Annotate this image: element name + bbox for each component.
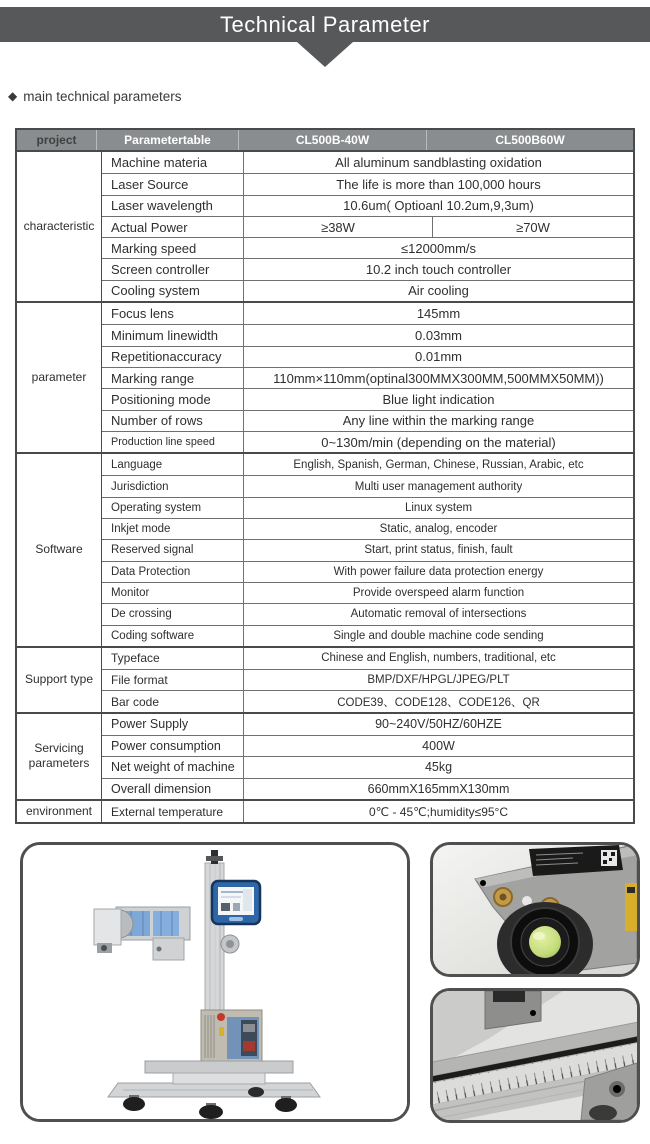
- param-label: Minimum linewidth: [102, 325, 244, 345]
- param-value: Multi user management authority: [354, 480, 523, 493]
- param-values: [244, 583, 633, 603]
- param-value: 0~130m/min (depending on the material): [321, 434, 556, 450]
- param-label: Bar code: [102, 691, 244, 711]
- param-values: [244, 325, 633, 345]
- param-values: [244, 519, 633, 539]
- group-label: Servicing parameters: [17, 714, 102, 799]
- page: [0, 7, 650, 1123]
- param-label: Operating system: [102, 498, 244, 518]
- param-values: [244, 432, 633, 452]
- param-value: Start, print status, finish, fault: [364, 544, 513, 557]
- table-row: [102, 778, 633, 799]
- param-values: [244, 281, 633, 301]
- group-label: parameter: [17, 303, 102, 452]
- param-values: [244, 691, 633, 711]
- param-values: [244, 801, 633, 822]
- table-row: [102, 367, 633, 388]
- param-values: [244, 562, 633, 582]
- param-value: 45kg: [424, 760, 453, 775]
- table-row: [102, 237, 633, 258]
- table-row: [102, 497, 633, 518]
- table-row: [102, 690, 633, 711]
- table-section-characteristic: [17, 152, 633, 301]
- group-rows: [102, 454, 633, 646]
- laser-head-lens-photo: [433, 845, 637, 974]
- param-value: 400W: [422, 739, 455, 754]
- param-values: [244, 174, 633, 194]
- param-label: Coding software: [102, 626, 244, 646]
- param-values: [244, 626, 633, 646]
- param-value: Air cooling: [408, 283, 469, 299]
- table-row: [102, 410, 633, 431]
- table-row: [102, 324, 633, 345]
- tech-table-body: [17, 152, 633, 822]
- param-values: [244, 259, 633, 279]
- param-values: [244, 476, 633, 496]
- param-label: Monitor: [102, 583, 244, 603]
- param-values: [244, 368, 633, 388]
- control-box: [201, 1010, 262, 1063]
- param-label: Laser wavelength: [102, 196, 244, 216]
- param-label: Laser Source: [102, 174, 244, 194]
- table-row: [102, 801, 633, 822]
- diamond-bullet-icon: ◆: [8, 89, 18, 103]
- param-label: External temperature: [102, 801, 244, 822]
- group-rows: [102, 303, 633, 452]
- table-row: [102, 475, 633, 496]
- param-values: [244, 498, 633, 518]
- param-label: Marking speed: [102, 238, 244, 258]
- param-values: [244, 779, 633, 799]
- product-photos: [20, 842, 650, 1123]
- table-section-environment: [17, 799, 633, 822]
- table-row: [102, 388, 633, 409]
- param-label: Positioning mode: [102, 389, 244, 409]
- tech-parameter-table: [15, 128, 635, 824]
- table-row: [102, 603, 633, 624]
- param-label: Language: [102, 454, 244, 475]
- banner-arrow-down-icon: [297, 42, 353, 67]
- param-values: [244, 604, 633, 624]
- param-value: 145mm: [416, 306, 461, 322]
- param-value: Automatic removal of intersections: [350, 608, 527, 621]
- param-label: Jurisdiction: [102, 476, 244, 496]
- param-values: [244, 454, 633, 475]
- param-label: Production line speed: [102, 432, 244, 452]
- table-row: [102, 669, 633, 690]
- title-banner: [0, 7, 650, 42]
- param-label: Typeface: [102, 648, 244, 669]
- header-cell-model-40w: CL500B-40W: [239, 130, 427, 150]
- touchscreen: [212, 881, 260, 924]
- param-values: [244, 757, 633, 777]
- param-value: BMP/DXF/HPGL/JPEG/PLT: [367, 674, 510, 687]
- table-section-parameter: [17, 301, 633, 452]
- page-title: Technical Parameter: [219, 11, 431, 37]
- group-label: characteristic: [17, 152, 102, 301]
- param-value: ≥38W: [244, 217, 433, 237]
- param-values: [244, 238, 633, 258]
- photo-column-right: [430, 842, 640, 1123]
- param-label: Power Supply: [102, 714, 244, 735]
- param-value: Blue light indication: [382, 391, 495, 407]
- param-label: Inkjet mode: [102, 519, 244, 539]
- group-rows: [102, 648, 633, 712]
- param-value: 90~240V/50HZ/60HZE: [375, 717, 502, 732]
- section-label-text: main technical parameters: [23, 88, 182, 104]
- group-rows: [102, 714, 633, 799]
- param-value: Chinese and English, numbers, traditional, etc: [321, 652, 556, 665]
- group-label: environment: [17, 801, 102, 822]
- param-label: Focus lens: [102, 303, 244, 324]
- param-value: Provide overspeed alarm function: [352, 587, 525, 600]
- table-row: [102, 714, 633, 735]
- param-values: [244, 714, 633, 735]
- table-row: [102, 173, 633, 194]
- param-values: [244, 196, 633, 216]
- table-row: [102, 539, 633, 560]
- param-values: [244, 736, 633, 756]
- param-value: All aluminum sandblasting oxidation: [335, 155, 542, 171]
- param-values: [244, 303, 633, 324]
- table-row: [102, 648, 633, 669]
- table-row: [102, 518, 633, 539]
- param-value: ≤12000mm/s: [400, 240, 477, 256]
- photo-card-rail: [430, 988, 640, 1123]
- table-section-software: [17, 452, 633, 646]
- param-value: 0℃ - 45℃;humidity≤95°C: [368, 804, 509, 819]
- photo-card-laser-head: [430, 842, 640, 977]
- section-label: [8, 88, 650, 104]
- table-row: [102, 280, 633, 301]
- header-cell-parametertable: Parametertable: [97, 130, 239, 150]
- param-value: With power failure data protection energy: [333, 565, 544, 578]
- param-value: 660mmX165mmX130mm: [367, 781, 510, 796]
- table-row: [102, 216, 633, 237]
- table-row: [102, 454, 633, 475]
- table-row: [102, 561, 633, 582]
- param-values: [244, 217, 633, 237]
- group-rows: [102, 801, 633, 822]
- table-row: [102, 195, 633, 216]
- photo-card-machine: [20, 842, 410, 1122]
- param-values: [244, 389, 633, 409]
- table-row: [102, 625, 633, 646]
- param-value: Static, analog, encoder: [379, 523, 498, 536]
- param-values: [244, 347, 633, 367]
- group-label: Software: [17, 454, 102, 646]
- param-label: De crossing: [102, 604, 244, 624]
- param-value: 10.6um( Optioanl 10.2um,9,3um): [343, 198, 534, 214]
- table-row: [102, 303, 633, 324]
- param-value: CODE39、CODE128、CODE126、QR: [337, 696, 540, 709]
- param-values: [244, 648, 633, 669]
- param-label: Screen controller: [102, 259, 244, 279]
- table-row: [102, 431, 633, 452]
- param-value: The life is more than 100,000 hours: [336, 176, 541, 192]
- param-value: 10.2 inch touch controller: [365, 262, 512, 278]
- table-row: [102, 346, 633, 367]
- param-value: 0.03mm: [415, 328, 462, 344]
- header-cell-project: project: [17, 130, 97, 150]
- param-label: Number of rows: [102, 411, 244, 431]
- table-row: [102, 756, 633, 777]
- param-label: Actual Power: [102, 217, 244, 237]
- group-rows: [102, 152, 633, 301]
- laser-marking-machine-photo: [23, 845, 407, 1119]
- table-row: [102, 152, 633, 173]
- param-values: [244, 152, 633, 173]
- table-header-row: [17, 130, 633, 152]
- table-section-servicing-parameters: [17, 712, 633, 799]
- param-values: [244, 411, 633, 431]
- param-value: Linux system: [404, 501, 473, 514]
- param-value: 110mm×110mm(optinal300MMX300MM,500MMX50MM)): [273, 370, 604, 386]
- param-label: Repetitionaccuracy: [102, 347, 244, 367]
- param-label: Net weight of machine: [102, 757, 244, 777]
- param-label: Marking range: [102, 368, 244, 388]
- brass-connector: [494, 888, 512, 906]
- linear-rail-scale-photo: [433, 991, 637, 1120]
- param-value: English, Spanish, German, Chinese, Russian, Arabic, etc: [293, 458, 584, 471]
- group-label: Support type: [17, 648, 102, 712]
- table-row: [102, 582, 633, 603]
- param-value: Single and double machine code sending: [333, 629, 544, 642]
- param-label: File format: [102, 670, 244, 690]
- table-section-support-type: [17, 646, 633, 712]
- param-label: Data Protection: [102, 562, 244, 582]
- param-values: [244, 540, 633, 560]
- param-label: Power consumption: [102, 736, 244, 756]
- table-row: [102, 735, 633, 756]
- param-label: Cooling system: [102, 281, 244, 301]
- param-value: ≥70W: [516, 219, 550, 235]
- param-values: [244, 670, 633, 690]
- table-row: [102, 258, 633, 279]
- param-label: Reserved signal: [102, 540, 244, 560]
- param-label: Machine materia: [102, 152, 244, 173]
- param-value: 0.01mm: [415, 349, 462, 365]
- param-label: Overall dimension: [102, 779, 244, 799]
- param-value: Any line within the marking range: [342, 413, 535, 429]
- header-cell-model-60w: CL500B60W: [495, 133, 565, 147]
